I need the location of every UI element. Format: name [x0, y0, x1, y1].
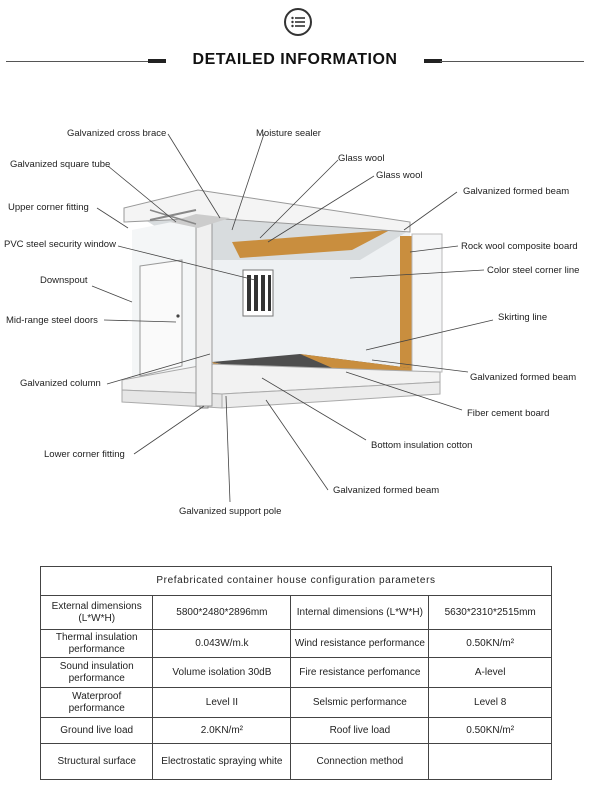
spec-value: Electrostatic spraying white [153, 744, 291, 780]
label-fiber-cement-board: Fiber cement board [467, 408, 550, 419]
spec-label: Selsmic performance [291, 688, 429, 718]
spec-label: Waterproof performance [41, 688, 153, 718]
label-galvanized-formed-beam-bottom: Galvanized formed beam [333, 485, 440, 496]
label-rock-wool-composite-board: Rock wool composite board [461, 241, 578, 252]
spec-value: Level II [153, 688, 291, 718]
label-galvanized-cross-brace: Galvanized cross brace [67, 128, 167, 139]
table-row [41, 744, 552, 780]
label-bottom-insulation-cotton: Bottom insulation cotton [371, 440, 473, 451]
table-caption-row [41, 567, 552, 596]
label-galvanized-support-pole: Galvanized support pole [179, 506, 282, 517]
table-row [41, 630, 552, 658]
spec-value: 5630*2310*2515mm [429, 596, 552, 630]
label-galvanized-column: Galvanized column [20, 378, 101, 389]
menu-icon[interactable] [284, 8, 312, 36]
label-upper-corner-fitting: Upper corner fitting [8, 202, 89, 213]
label-mid-range-steel-doors: Mid-range steel doors [6, 315, 98, 326]
section-header [0, 44, 590, 80]
label-glass-wool-1: Glass wool [338, 153, 385, 164]
spec-value: 2.0KN/m² [153, 718, 291, 744]
spec-value [429, 744, 552, 780]
spec-label: Internal dimensions (L*W*H) [291, 596, 429, 630]
list-icon [291, 16, 305, 28]
spec-label: Roof live load [291, 718, 429, 744]
label-lower-corner-fitting: Lower corner fitting [44, 449, 125, 460]
table-row [41, 658, 552, 688]
spec-value: 0.043W/m.k [153, 630, 291, 658]
label-pvc-steel-security-window: PVC steel security window [4, 239, 116, 250]
spec-label: Fire resistance perfomance [291, 658, 429, 688]
container-house-diagram [0, 110, 590, 530]
table-row [41, 688, 552, 718]
table-row [41, 596, 552, 630]
page-title: DETAILED INFORMATION [192, 51, 398, 68]
label-skirting-line: Skirting line [498, 312, 548, 323]
spec-label: External dimensions (L*W*H) [41, 596, 153, 630]
label-glass-wool-2: Glass wool [376, 170, 423, 181]
spec-label: Structural surface [41, 744, 153, 780]
spec-value: 5800*2480*2896mm [153, 596, 291, 630]
spec-value: Volume isolation 30dB [153, 658, 291, 688]
spec-label: Sound insulation performance [41, 658, 153, 688]
label-downspout: Downspout [40, 275, 88, 286]
spec-value: 0.50KN/m² [429, 630, 552, 658]
label-galvanized-formed-beam-top: Galvanized formed beam [463, 186, 570, 197]
table-row [41, 718, 552, 744]
spec-label: Wind resistance performance [291, 630, 429, 658]
label-galvanized-square-tube: Galvanized square tube [10, 159, 111, 170]
spec-table [40, 566, 552, 780]
spec-value: 0.50KN/m² [429, 718, 552, 744]
spec-label: Connection method [291, 744, 429, 780]
label-moisture-sealer: Moisture sealer [256, 128, 321, 139]
label-galvanized-formed-beam-side: Galvanized formed beam [470, 372, 577, 383]
title-rule-right [440, 61, 584, 62]
label-color-steel-corner-line: Color steel corner line [487, 265, 580, 276]
spec-label: Thermal insulation performance [41, 630, 153, 658]
spec-label: Ground live load [41, 718, 153, 744]
table-caption: Prefabricated container house configuration parameters [41, 567, 552, 596]
spec-value: Level 8 [429, 688, 552, 718]
spec-value: A-level [429, 658, 552, 688]
